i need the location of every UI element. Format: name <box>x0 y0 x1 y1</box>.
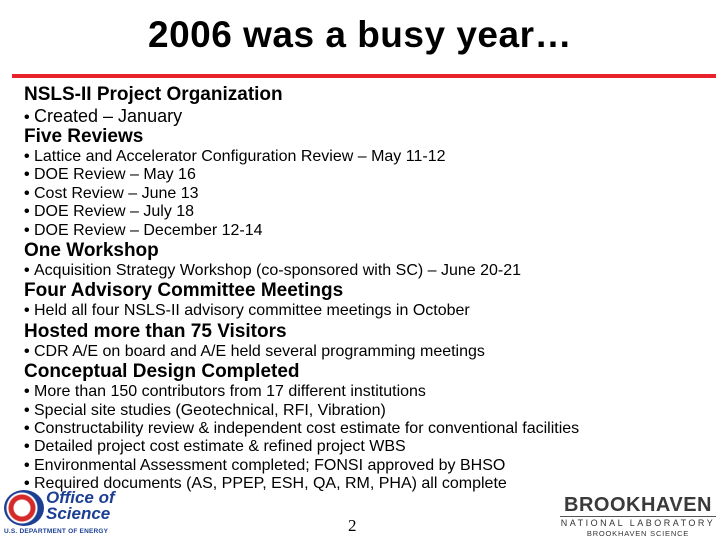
bullet-icon <box>24 222 34 240</box>
slide-title: 2006 was a busy year… <box>148 14 572 55</box>
bullet-icon <box>24 185 34 203</box>
bullet-item: •DOE Review – May 16 <box>24 166 714 184</box>
bullet-icon <box>24 383 34 401</box>
heading-reviews: Five Reviews <box>24 126 144 147</box>
heading-design: Conceptual Design Completed <box>24 361 300 383</box>
bullet-item: •Constructability review & independent cost estimate for conventional facilities <box>24 420 714 438</box>
bullet-item: •Held all four NSLS-II advisory committee meetings in October <box>24 302 714 320</box>
bullet-item: •Lattice and Accelerator Configuration Review – May 11-12 <box>24 148 714 166</box>
doe-office-of-science-logo <box>4 490 150 536</box>
bullet-item: •DOE Review – December 12-14 <box>24 222 714 240</box>
bullet-item: •Required documents (AS, PPEP, ESH, QA, RM, PHA) all complete <box>24 475 714 493</box>
brookhaven-science-text: BROOKHAVEN SCIENCE <box>586 529 690 538</box>
title-divider <box>12 74 716 78</box>
heading-visitors: Hosted more than 75 Visitors <box>24 320 287 342</box>
heading-workshop: One Workshop <box>24 239 159 261</box>
bullet-item: •Cost Review – June 13 <box>24 185 714 203</box>
bullet-icon <box>24 106 34 128</box>
bullet-icon <box>24 438 34 456</box>
bullet-item: •Detailed project cost estimate & refined project WBS <box>24 438 714 456</box>
logo-subtext: U.S. DEPARTMENT OF ENERGY <box>4 528 109 535</box>
brookhaven-logo <box>560 494 716 540</box>
bullet-item: •DOE Review – July 18 <box>24 203 714 221</box>
bullet-icon <box>24 457 34 475</box>
bullet-item: •Environmental Assessment completed; FONSI approved by BHSO <box>24 457 714 475</box>
bullet-icon <box>24 420 34 438</box>
bullet-item: •More than 150 contributors from 17 different institutions <box>24 383 714 401</box>
slide-content <box>24 84 714 493</box>
bullet-item: •Created – January <box>24 106 714 126</box>
bullet-icon <box>24 402 34 420</box>
bullet-item: •Acquisition Strategy Workshop (co-sponsored with SC) – June 20-21 <box>24 262 714 280</box>
heading-org: NSLS-II Project Organization <box>24 84 283 105</box>
bullet-icon <box>24 302 34 320</box>
bullet-icon <box>24 343 34 361</box>
doe-ring-icon <box>4 490 44 526</box>
heading-advisory: Four Advisory Committee Meetings <box>24 280 344 302</box>
logo-text: Office of Science <box>46 488 115 523</box>
bullet-icon <box>24 203 34 221</box>
bullet-icon <box>24 262 34 280</box>
bullet-item: •CDR A/E on board and A/E held several programming meetings <box>24 343 714 361</box>
national-laboratory-text: NATIONAL LABORATORY <box>560 518 716 528</box>
bullet-item: •Special site studies (Geotechnical, RFI, Vibration) <box>24 402 714 420</box>
bullet-icon <box>24 148 34 166</box>
page-number: 2 <box>348 516 357 535</box>
brookhaven-name: BROOKHAVEN <box>564 494 712 516</box>
bullet-icon <box>24 166 34 184</box>
